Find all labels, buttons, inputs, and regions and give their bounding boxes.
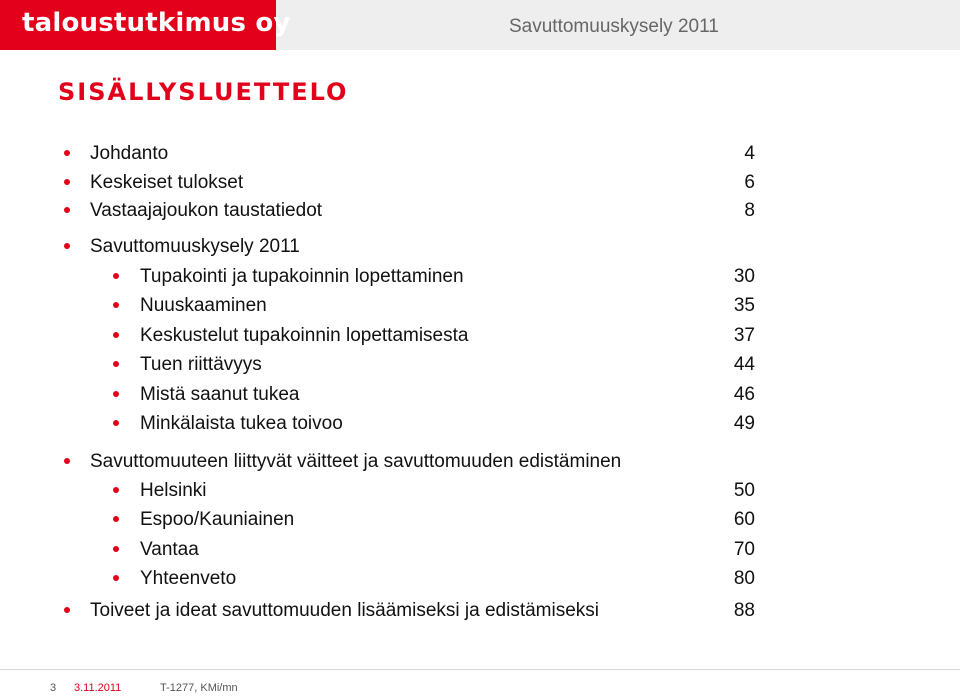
toc-subitem-vantaa <box>0 537 960 563</box>
bullet-icon <box>113 302 119 308</box>
toc-page-number: 70 <box>733 539 755 560</box>
toc-page-number: 49 <box>733 413 755 434</box>
bullet-icon <box>113 516 119 522</box>
toc-subitem-tuen-riittavyys <box>0 352 960 378</box>
bullet-icon <box>113 391 119 397</box>
footer-reference: T-1277, KMi/mn <box>160 682 238 694</box>
toc-item-savuttomuuskysely-2011 <box>0 234 960 260</box>
toc-label: Savuttomuuskysely 2011 <box>90 236 300 257</box>
bullet-icon <box>113 487 119 493</box>
toc-label: Vantaa <box>140 539 199 560</box>
toc-page-number: 30 <box>733 266 755 287</box>
bullet-icon <box>64 243 70 249</box>
toc-item-johdanto <box>0 141 960 167</box>
bullet-icon <box>113 332 119 338</box>
toc-page-number: 44 <box>733 354 755 375</box>
brand-name: taloustutkimus oy <box>22 8 291 38</box>
toc-label: Tuen riittävyys <box>140 354 262 375</box>
toc-subitem-helsinki <box>0 478 960 504</box>
bullet-icon <box>113 273 119 279</box>
bullet-icon <box>64 207 70 213</box>
toc-subitem-keskustelut <box>0 323 960 349</box>
toc-subitem-mista-saanut-tukea <box>0 382 960 408</box>
page-title: SISÄLLYSLUETTELO <box>58 78 349 106</box>
toc-subitem-minkalaista-tukea <box>0 411 960 437</box>
toc-label: Johdanto <box>90 143 169 164</box>
header-title: Savuttomuuskysely 2011 <box>509 16 719 37</box>
toc-label: Keskeiset tulokset <box>90 172 244 193</box>
bullet-icon <box>64 607 70 613</box>
toc-label: Savuttomuuteen liittyvät väitteet ja savuttomuuden edistäminen <box>90 451 622 472</box>
toc-label: Tupakointi ja tupakoinnin lopettaminen <box>140 266 464 287</box>
bullet-icon <box>64 179 70 185</box>
toc-label: Minkälaista tukea toivoo <box>140 413 343 434</box>
toc-subitem-tupakointi <box>0 264 960 290</box>
bullet-icon <box>64 458 70 464</box>
bullet-icon <box>113 420 119 426</box>
bullet-icon <box>113 575 119 581</box>
toc-label: Yhteenveto <box>140 568 237 589</box>
toc-page-number: 8 <box>744 200 755 221</box>
toc-page-number: 46 <box>733 384 755 405</box>
header-bar <box>0 0 960 50</box>
toc-page-number: 60 <box>733 509 755 530</box>
toc-label: Nuuskaaminen <box>140 295 267 316</box>
footer-divider <box>0 669 960 670</box>
toc-subitem-nuuskaaminen <box>0 293 960 319</box>
brand-logo <box>0 0 291 50</box>
toc-page-number: 4 <box>744 143 755 164</box>
toc-label: Toiveet ja ideat savuttomuuden lisäämiseksi ja edistämiseksi <box>90 600 600 621</box>
toc-subitem-yhteenveto <box>0 566 960 592</box>
bullet-icon <box>113 361 119 367</box>
toc-item-vastaajajoukon-taustatiedot <box>0 198 960 224</box>
toc-subitem-espoo-kauniainen <box>0 507 960 533</box>
toc-label: Mistä saanut tukea <box>140 384 300 405</box>
toc-item-toiveet-ja-ideat <box>0 598 960 624</box>
footer-page-number: 3 <box>50 682 57 694</box>
toc-item-savuttomuuteen-liittyvat-vaitteet <box>0 449 960 475</box>
toc-label: Keskustelut tupakoinnin lopettamisesta <box>140 325 469 346</box>
toc-page-number: 35 <box>733 295 755 316</box>
footer-date: 3.11.2011 <box>74 682 122 694</box>
toc-page-number: 6 <box>744 172 755 193</box>
toc-page-number: 88 <box>733 600 755 621</box>
toc-page-number: 80 <box>733 568 755 589</box>
toc-label: Espoo/Kauniainen <box>140 509 295 530</box>
bullet-icon <box>113 546 119 552</box>
toc-page-number: 37 <box>733 325 755 346</box>
bullet-icon <box>64 150 70 156</box>
toc-label: Helsinki <box>140 480 207 501</box>
toc-label: Vastaajajoukon taustatiedot <box>90 200 323 221</box>
toc-page-number: 50 <box>733 480 755 501</box>
toc-item-keskeiset-tulokset <box>0 170 960 196</box>
